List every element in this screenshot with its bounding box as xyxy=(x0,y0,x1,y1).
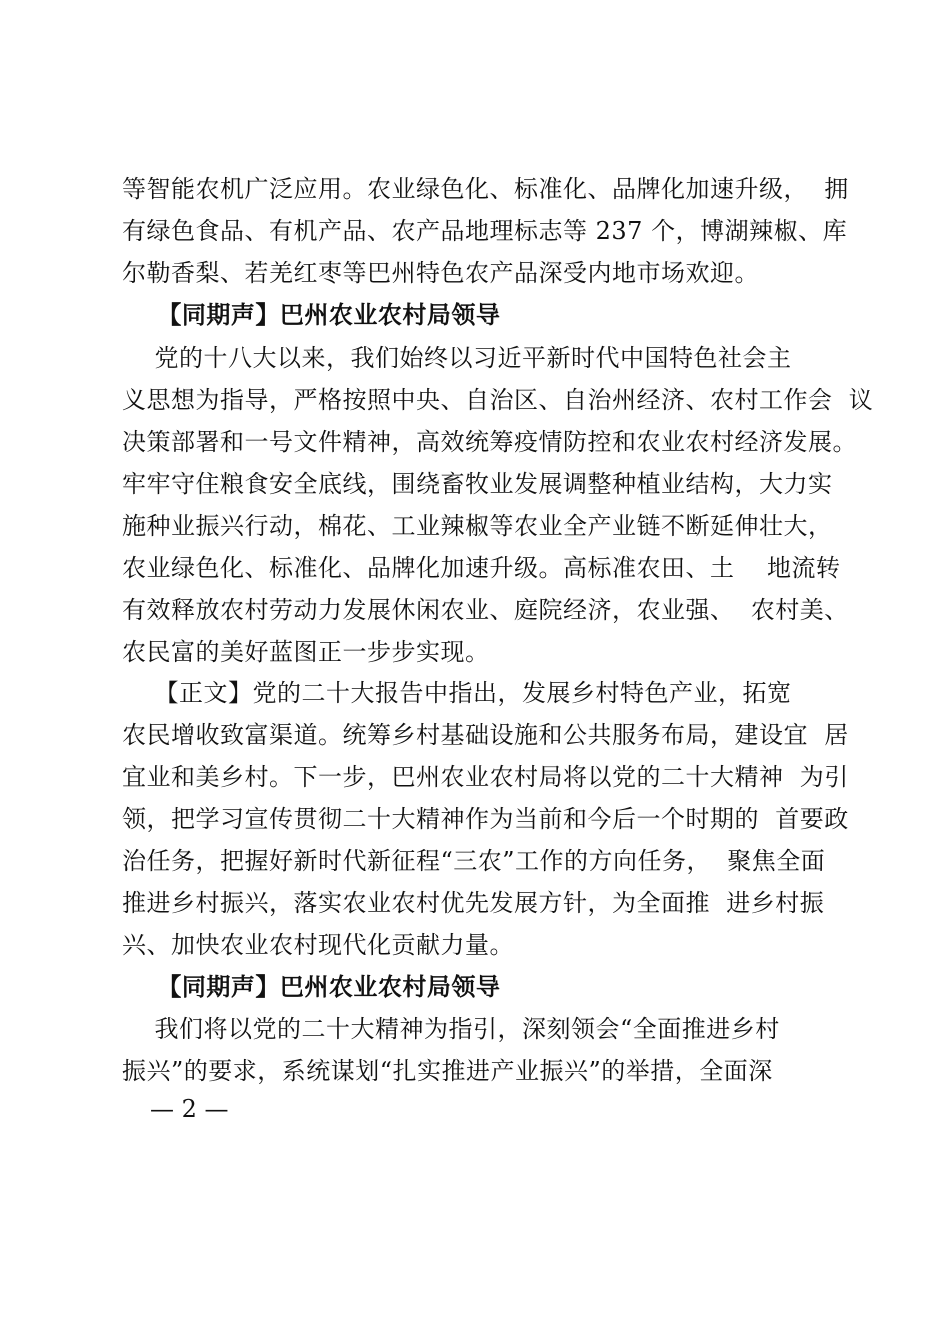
body-line: 兴、加快农业农村现代化贡献力量。 xyxy=(122,931,514,959)
body-line: 领，把学习宣传贯彻二十大精神作为当前和今后一个时期的 首要政 xyxy=(122,805,849,833)
body-line: 等智能农机广泛应用。农业绿色化、标准化、品牌化加速升级， 拥 xyxy=(122,175,849,203)
body-line: 决策部署和一号文件精神，高效统筹疫情防控和农业农村经济发展。 xyxy=(122,428,857,456)
body-line: 农民增收致富渠道。统筹乡村基础设施和公共服务布局，建设宜 居 xyxy=(122,721,849,749)
section-heading: 【同期声】巴州农业农村局领导 xyxy=(122,301,501,329)
body-line: 施种业振兴行动，棉花、工业辣椒等农业全产业链不断延伸壮大， xyxy=(122,512,833,540)
body-line: 【正文】党的二十大报告中指出，发展乡村特色产业，拓宽 xyxy=(122,679,792,707)
body-line: 有效释放农村劳动力发展休闲农业、庭院经济，农业强、 农村美、 xyxy=(122,596,849,624)
body-line: 牢牢守住粮食安全底线，围绕畜牧业发展调整种植业结构，大力实 xyxy=(122,470,833,498)
body-line: 尔勒香梨、若羌红枣等巴州特色农产品深受内地市场欢迎。 xyxy=(122,259,759,287)
body-line: 党的十八大以来，我们始终以习近平新时代中国特色社会主 xyxy=(122,344,792,372)
body-line: 振兴”的要求，系统谋划“扎实推进产业振兴”的举措，全面深 xyxy=(122,1057,773,1085)
body-line: 治任务，把握好新时代新征程“三农”工作的方向任务， 聚焦全面 xyxy=(122,847,826,875)
body-line: 有绿色食品、有机产品、农产品地理标志等 237 个，博湖辣椒、库 xyxy=(122,217,848,245)
body-line: 农业绿色化、标准化、品牌化加速升级。高标准农田、土 地流转 xyxy=(122,554,841,582)
body-line: 宜业和美乡村。下一步，巴州农业农村局将以党的二十大精神 为引 xyxy=(122,763,849,791)
body-line: 义思想为指导，严格按照中央、自治区、自治州经济、农村工作会 议 xyxy=(122,386,874,414)
body-line: 农民富的美好蓝图正一步步实现。 xyxy=(122,638,490,666)
body-line: 推进乡村振兴，落实农业农村优先发展方针，为全面推 进乡村振 xyxy=(122,889,825,917)
section-heading: 【同期声】巴州农业农村局领导 xyxy=(122,973,501,1001)
page-number: — 2 — xyxy=(150,1095,229,1123)
body-line: 我们将以党的二十大精神为指引，深刻领会“全面推进乡村 xyxy=(122,1015,780,1043)
